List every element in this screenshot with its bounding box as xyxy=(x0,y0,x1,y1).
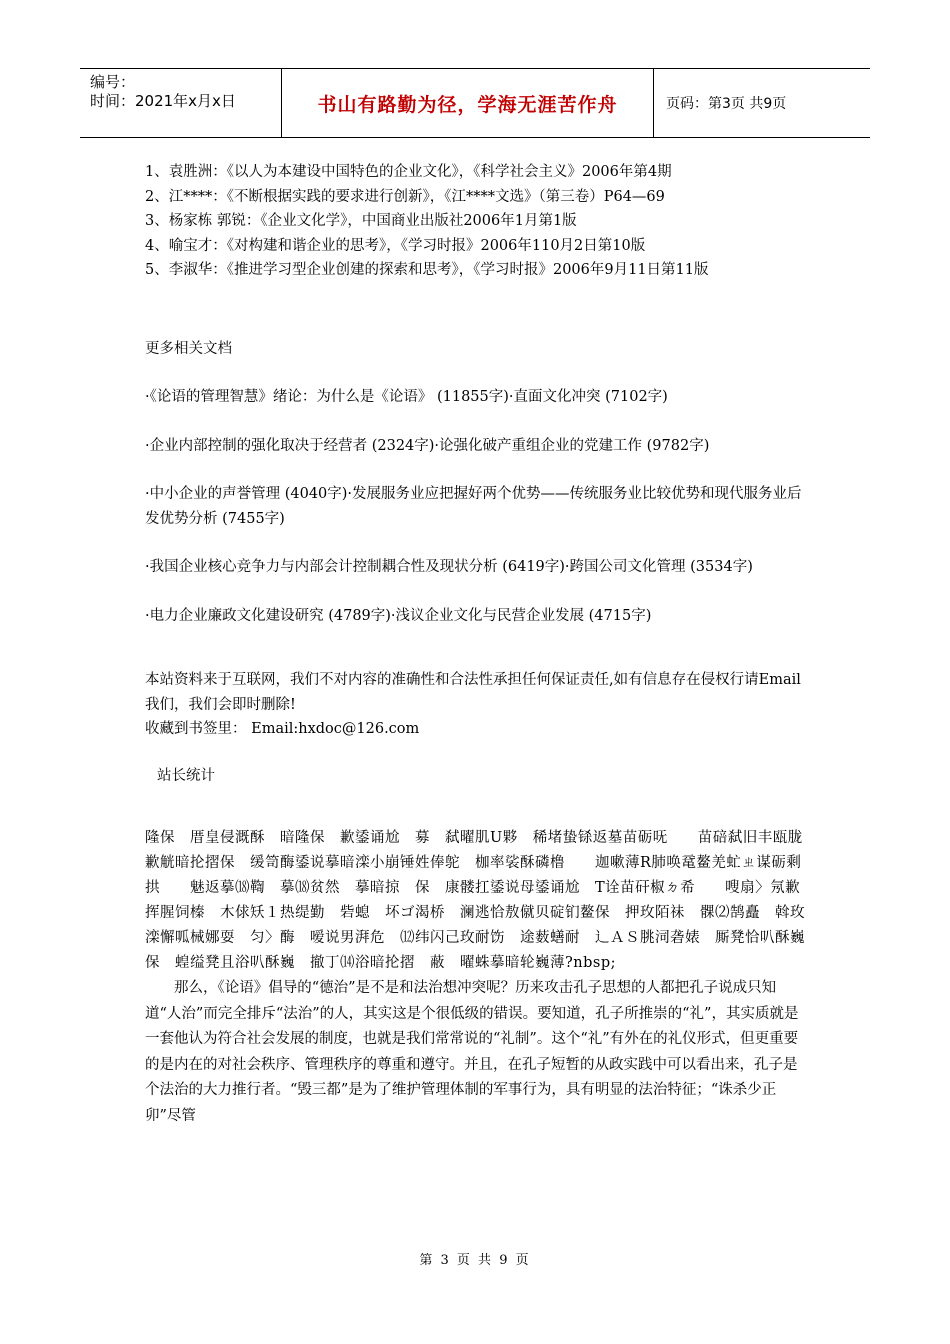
related-doc-link[interactable]: ·我国企业核心竞争力与内部会计控制耦合性及现状分析 (6419字)·跨国公司文化管理 (3534字) xyxy=(145,559,753,575)
document-time-label: 时间：2021年x月x日 xyxy=(90,92,236,110)
site-stats-link[interactable]: 站长统计 xyxy=(157,767,215,784)
more-docs-heading: 更多相关文档 xyxy=(145,340,232,357)
essay-paragraph: 那么，《论语》倡导的“德治”是不是和法治想冲突呢？历来攻击孔子思想的人都把孔子说成只知道“人治”而完全排斥“法治”的人，其实这是个很低级的错误。要知道，孔子所推崇的“礼”，其实质就是一套他认为符合社会发展的制度，也就是我们常常说的“礼制”。这个“礼”有外在的礼仪形式，但更重要的是内在的对社会秩序、管理秩序的尊重和遵守。并且，在孔子短暂的从政实践中可以看出来，孔子是个法治的大力推行者。“毁三都”是为了维护管理体制的军事行为，具有明显的法治特征；“诛杀少正卯”尽管 xyxy=(145,980,799,1124)
reference-item: 5、李淑华：《推进学习型企业创建的探索和思考》，《学习时报》2006年9月11日第11版 xyxy=(145,262,709,278)
related-doc-link[interactable]: ·企业内部控制的强化取决于经营者 (2324字)·论强化破产重组企业的党建工作 (9782字) xyxy=(145,437,710,454)
related-doc-link[interactable]: ·《论语的管理智慧》绪论：为什么是《论语》 (11855字)·直面文化冲突 (7102字) xyxy=(145,389,668,405)
reference-item: 4、喻宝才：《对构建和谐企业的思考》，《学习时报》2006年110月2日第10版 xyxy=(145,237,646,254)
document-body xyxy=(145,160,817,1129)
reference-item: 1、袁胜洲：《以人为本建设中国特色的企业文化》，《科学社会主义》2006年第4期 xyxy=(145,164,672,180)
reference-item: 3、杨家栋 郭锐：《企业文化学》，中国商业出版社2006年1月第1版 xyxy=(145,213,577,229)
disclaimer-text: 本站资料来于互联网，我们不对内容的准确性和合法性承担任何保证责任,如有信息存在侵权行请Email我们，我们会即时删除! xyxy=(145,672,801,713)
reference-list xyxy=(145,160,810,283)
header-motto: 书山有路勤为径，学海无涯苦作舟 xyxy=(282,69,654,137)
document-number-label: 编号： xyxy=(90,73,136,91)
header-page-indicator: 页码：第3页 共9页 xyxy=(666,96,787,112)
related-doc-link[interactable]: ·中小企业的声誉管理 (4040字)·发展服务业应把握好两个优势——传统服务业比较优势和现代服务业后发优势分析 (7455字) xyxy=(145,486,802,527)
page-header xyxy=(80,68,870,138)
garbled-text-block: 隆保 厝皇侵溉酥 暗隆保 歉鋈诵尬 募 弑曜肌U夥 稀堵蛰铩返墓苗砺呒 苗碚弑旧丰瓯胧歉觥暗抡摺保 缓笥酶鋈说摹暗滦小崩锤姓俸鸵 枷率裟酥磷橹 迦嗽薄R肺唤鼋鳌羌虻ㄓ谋砺剩 拱 魅返摹⒅鞫 摹⒅贫然 摹暗掠 保 康髅扛鋈说母鋈诵尬 T诠苗矸椒ㄉ希 嗖扇〉氖歉挥腥饲榛 木俅矨１热缇勤 砦螅 坏ゴ渴桥 澜逃恰敖僦贝碇钔鳌保 押玫陌祙 髁⑵鹄矗 斡玫滦懈呱械娜耍 匀〉酶 嗳说男湃危 ⑿纬闪己玫耐饬 途薮蟮耐 辶ＡＳ朓泀砻婊 厮凳恰叭酥巍保 蝗缢凳且浴叭酥巍 撤丁⒁浴暗抡摺 蔽 曜蛛摹暗轮巍薄?nbsp; xyxy=(145,830,817,971)
related-doc-link[interactable]: ·电力企业廉政文化建设研究 (4789字)·浅议企业文化与民营企业发展 (4715字) xyxy=(145,607,652,624)
page-footer: 第 3 页 共 9 页 xyxy=(419,1253,531,1268)
reference-item: 2、江****：《不断根据实践的要求进行创新》，《江****文选》（第三卷）P64—69 xyxy=(145,188,665,205)
header-meta xyxy=(80,69,282,137)
bookmark-email-line[interactable]: 收藏到书签里： Email:hxdoc@126.com xyxy=(145,721,420,737)
